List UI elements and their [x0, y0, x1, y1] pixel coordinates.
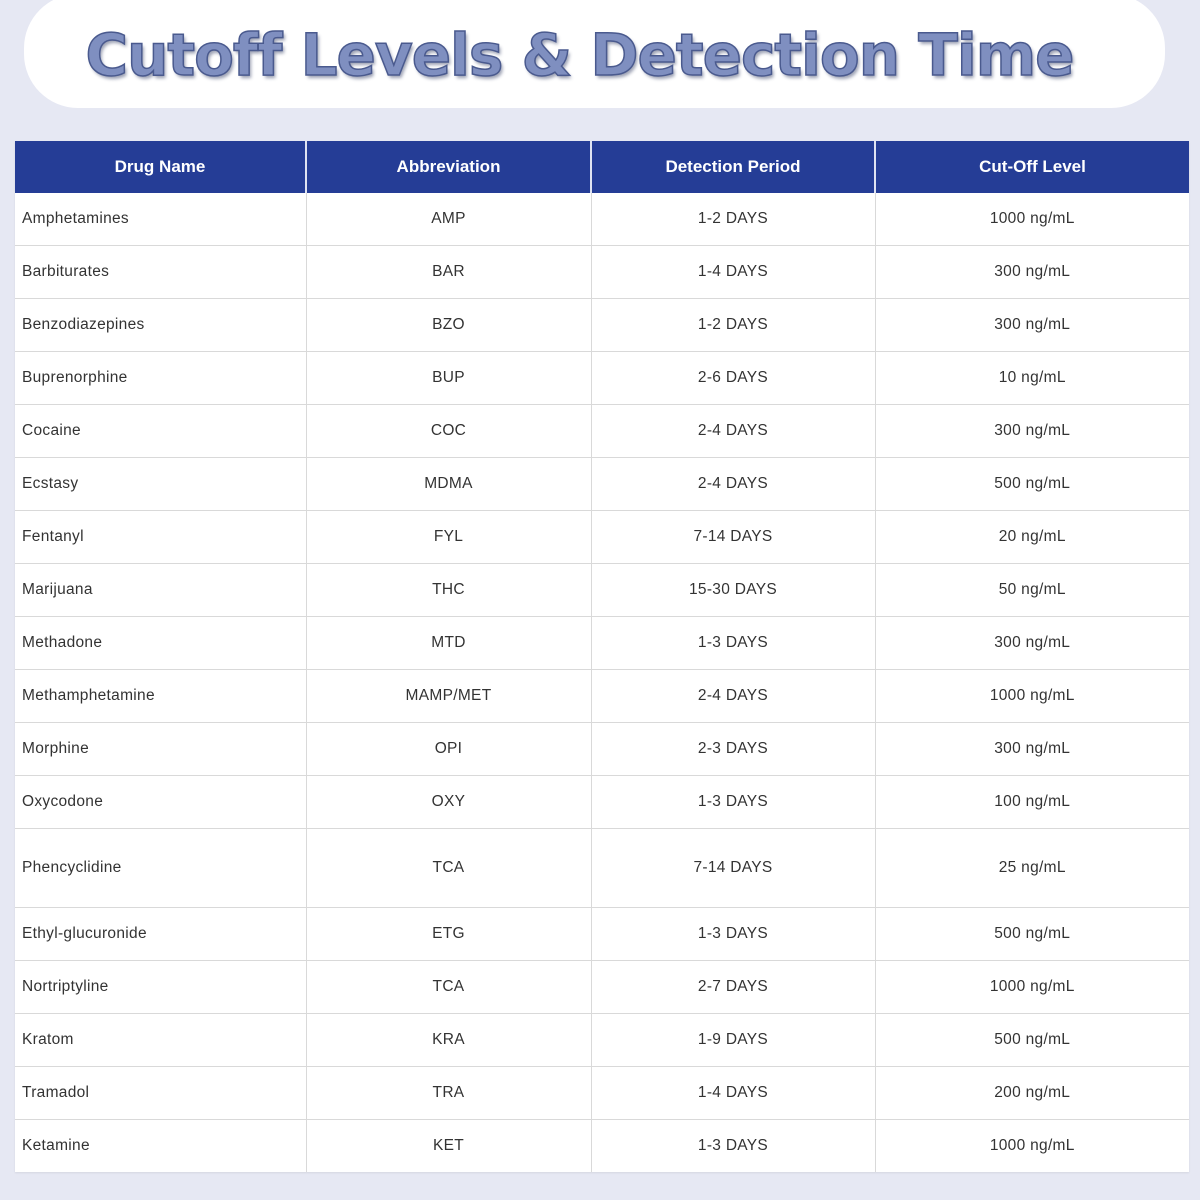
header-abbreviation: Abbreviation	[306, 141, 591, 193]
cutoff-level-cell: 100 ng/mL	[875, 776, 1189, 829]
cutoff-level-cell: 10 ng/mL	[875, 352, 1189, 405]
detection-period-cell: 2-4 DAYS	[591, 458, 875, 511]
cutoff-level-cell: 500 ng/mL	[875, 1014, 1189, 1067]
detection-period-cell: 1-9 DAYS	[591, 1014, 875, 1067]
cutoff-level-cell: 300 ng/mL	[875, 299, 1189, 352]
abbreviation-cell: TRA	[306, 1067, 591, 1120]
detection-period-cell: 1-2 DAYS	[591, 299, 875, 352]
drug-name-cell: Methadone	[15, 617, 306, 670]
detection-period-cell: 2-3 DAYS	[591, 723, 875, 776]
detection-period-cell: 1-4 DAYS	[591, 246, 875, 299]
table-row	[15, 829, 1189, 908]
abbreviation-cell: ETG	[306, 908, 591, 961]
page-title: Cutoff Levels & Detection Time	[85, 21, 1074, 89]
table-row	[15, 1014, 1189, 1067]
table-row	[15, 246, 1189, 299]
table-row	[15, 564, 1189, 617]
detection-period-cell: 1-3 DAYS	[591, 1120, 875, 1173]
drug-name-cell: Barbiturates	[15, 246, 306, 299]
detection-period-cell: 1-4 DAYS	[591, 1067, 875, 1120]
drug-name-cell: Marijuana	[15, 564, 306, 617]
detection-period-cell: 2-4 DAYS	[591, 405, 875, 458]
cutoff-level-cell: 300 ng/mL	[875, 617, 1189, 670]
detection-period-cell: 2-6 DAYS	[591, 352, 875, 405]
table-row	[15, 961, 1189, 1014]
detection-period-cell: 7-14 DAYS	[591, 511, 875, 564]
drug-name-cell: Oxycodone	[15, 776, 306, 829]
detection-table-container	[15, 141, 1189, 1172]
detection-period-cell: 1-2 DAYS	[591, 193, 875, 246]
table-row	[15, 1067, 1189, 1120]
detection-period-cell: 2-7 DAYS	[591, 961, 875, 1014]
cutoff-level-cell: 500 ng/mL	[875, 458, 1189, 511]
table-row	[15, 299, 1189, 352]
detection-period-cell: 1-3 DAYS	[591, 617, 875, 670]
cutoff-level-cell: 300 ng/mL	[875, 246, 1189, 299]
cutoff-level-cell: 300 ng/mL	[875, 723, 1189, 776]
abbreviation-cell: MAMP/MET	[306, 670, 591, 723]
table-row	[15, 193, 1189, 246]
abbreviation-cell: COC	[306, 405, 591, 458]
table-header-row	[15, 141, 1189, 193]
drug-name-cell: Morphine	[15, 723, 306, 776]
drug-name-cell: Kratom	[15, 1014, 306, 1067]
cutoff-level-cell: 50 ng/mL	[875, 564, 1189, 617]
cutoff-level-cell: 300 ng/mL	[875, 405, 1189, 458]
table-row	[15, 352, 1189, 405]
cutoff-level-cell: 500 ng/mL	[875, 908, 1189, 961]
abbreviation-cell: BZO	[306, 299, 591, 352]
drug-name-cell: Cocaine	[15, 405, 306, 458]
header-drug-name: Drug Name	[15, 141, 306, 193]
abbreviation-cell: KET	[306, 1120, 591, 1173]
detection-period-cell: 1-3 DAYS	[591, 908, 875, 961]
cutoff-level-cell: 1000 ng/mL	[875, 961, 1189, 1014]
abbreviation-cell: AMP	[306, 193, 591, 246]
table-row	[15, 908, 1189, 961]
cutoff-level-cell: 1000 ng/mL	[875, 193, 1189, 246]
table-row	[15, 511, 1189, 564]
drug-name-cell: Ketamine	[15, 1120, 306, 1173]
cutoff-level-cell: 1000 ng/mL	[875, 670, 1189, 723]
abbreviation-cell: THC	[306, 564, 591, 617]
table-body	[15, 193, 1189, 1172]
abbreviation-cell: TCA	[306, 829, 591, 908]
table-row	[15, 1120, 1189, 1173]
abbreviation-cell: TCA	[306, 961, 591, 1014]
table-row	[15, 776, 1189, 829]
drug-name-cell: Nortriptyline	[15, 961, 306, 1014]
abbreviation-cell: OXY	[306, 776, 591, 829]
drug-name-cell: Fentanyl	[15, 511, 306, 564]
table-row	[15, 617, 1189, 670]
header-detection-period: Detection Period	[591, 141, 875, 193]
cutoff-level-cell: 1000 ng/mL	[989, 1137, 1075, 1154]
table-row	[15, 458, 1189, 511]
table-row	[15, 723, 1189, 776]
drug-name-cell: Buprenorphine	[15, 352, 306, 405]
abbreviation-cell: BUP	[306, 352, 591, 405]
header-cutoff-level: Cut-Off Level	[875, 141, 1189, 193]
detection-period-cell: 1-3 DAYS	[591, 776, 875, 829]
title-banner	[24, 0, 1165, 108]
table-row	[15, 405, 1189, 458]
drug-name-cell: Tramadol	[15, 1067, 306, 1120]
cutoff-level-cell: 20 ng/mL	[875, 511, 1189, 564]
drug-name-cell: Methamphetamine	[15, 670, 306, 723]
detection-table	[15, 141, 1189, 1172]
drug-name-cell: Amphetamines	[15, 193, 306, 246]
drug-name-cell: Benzodiazepines	[15, 299, 306, 352]
abbreviation-cell: FYL	[306, 511, 591, 564]
drug-name-cell: Ecstasy	[15, 458, 306, 511]
abbreviation-cell: MTD	[306, 617, 591, 670]
detection-period-cell: 2-4 DAYS	[591, 670, 875, 723]
cutoff-level-cell: 200 ng/mL	[875, 1067, 1189, 1120]
drug-name-cell: Phencyclidine	[15, 829, 306, 908]
abbreviation-cell: BAR	[306, 246, 591, 299]
table-row	[15, 670, 1189, 723]
abbreviation-cell: MDMA	[306, 458, 591, 511]
detection-period-cell: 15-30 DAYS	[591, 564, 875, 617]
abbreviation-cell: OPI	[306, 723, 591, 776]
abbreviation-cell: KRA	[306, 1014, 591, 1067]
detection-period-cell: 7-14 DAYS	[591, 829, 875, 908]
drug-name-cell: Ethyl-glucuronide	[15, 908, 306, 961]
cutoff-level-cell: 25 ng/mL	[875, 829, 1189, 908]
